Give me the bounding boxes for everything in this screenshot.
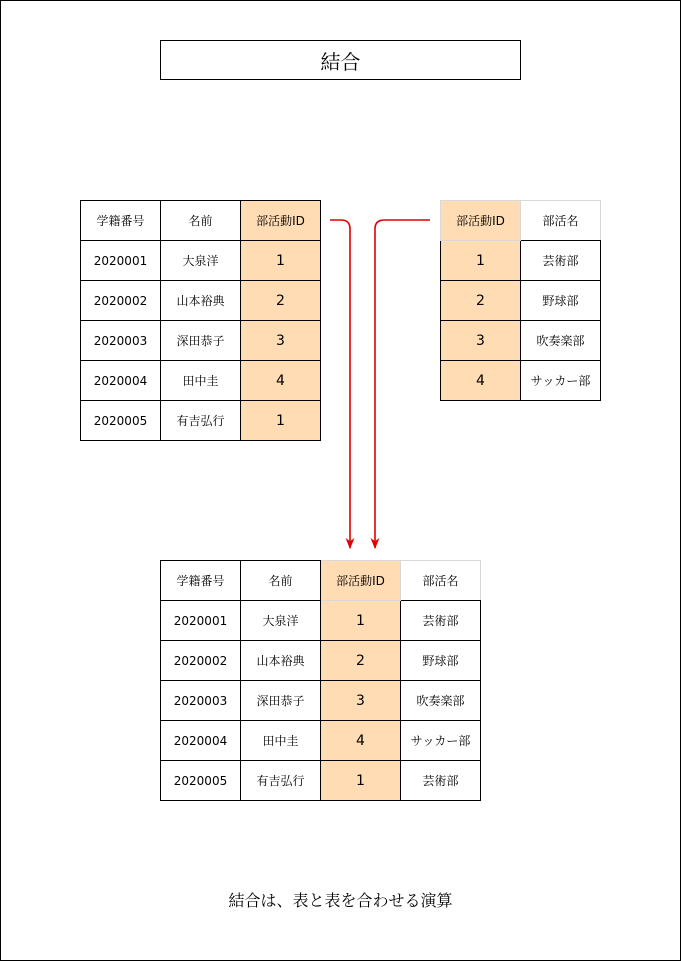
cell-student-id: 2020005 (81, 401, 161, 441)
cell-club-id: 2 (241, 281, 321, 321)
header-club-name: 部活名 (521, 201, 601, 241)
caption: 結合は、表と表を合わせる演算 (228, 891, 453, 910)
cell-club-id: 1 (321, 761, 401, 801)
cell-club-id: 4 (321, 721, 401, 761)
cell-student-id: 2020002 (81, 281, 161, 321)
cell-name: 有吉弘行 (241, 761, 321, 801)
cell-student-id: 2020004 (81, 361, 161, 401)
table-row (161, 641, 481, 681)
cell-club-id: 1 (321, 601, 401, 641)
header-club-id: 部活動ID (321, 561, 401, 601)
cell-name: 大泉洋 (161, 241, 241, 281)
cell-name: 田中圭 (241, 721, 321, 761)
cell-club-id: 1 (241, 241, 321, 281)
table-row (161, 681, 481, 721)
cell-club-id: 4 (441, 361, 521, 401)
arrow-from-students (330, 220, 350, 548)
header-student-id: 学籍番号 (161, 561, 241, 601)
cell-name: 有吉弘行 (161, 401, 241, 441)
cell-club-id: 2 (321, 641, 401, 681)
cell-club-id: 4 (241, 361, 321, 401)
cell-club-name: 芸術部 (401, 761, 481, 801)
cell-student-id: 2020001 (81, 241, 161, 281)
joined-table (160, 560, 481, 801)
header-student-id: 学籍番号 (81, 201, 161, 241)
header-club-name: 部活名 (401, 561, 481, 601)
cell-student-id: 2020002 (161, 641, 241, 681)
cell-club-name: 野球部 (401, 641, 481, 681)
header-name: 名前 (161, 201, 241, 241)
cell-club-name: 吹奏楽部 (401, 681, 481, 721)
cell-club-id: 1 (441, 241, 521, 281)
cell-student-id: 2020004 (161, 721, 241, 761)
cell-student-id: 2020005 (161, 761, 241, 801)
cell-club-name: サッカー部 (401, 721, 481, 761)
cell-club-name: 吹奏楽部 (521, 321, 601, 361)
cell-student-id: 2020003 (161, 681, 241, 721)
cell-name: 山本裕典 (161, 281, 241, 321)
table-row (161, 721, 481, 761)
header-name: 名前 (241, 561, 321, 601)
cell-club-id: 3 (241, 321, 321, 361)
cell-club-id: 3 (441, 321, 521, 361)
table-header-row (161, 561, 481, 601)
table-row (161, 761, 481, 801)
table-row (161, 601, 481, 641)
cell-student-id: 2020003 (81, 321, 161, 361)
header-club-id: 部活動ID (241, 201, 321, 241)
cell-name: 深田恭子 (161, 321, 241, 361)
cell-club-name: 芸術部 (401, 601, 481, 641)
arrow-from-clubs (375, 220, 430, 548)
cell-club-id: 3 (321, 681, 401, 721)
cell-club-id: 1 (241, 401, 321, 441)
cell-club-id: 2 (441, 281, 521, 321)
cell-name: 田中圭 (161, 361, 241, 401)
cell-student-id: 2020001 (161, 601, 241, 641)
cell-name: 山本裕典 (241, 641, 321, 681)
cell-club-name: サッカー部 (521, 361, 601, 401)
page-title-text: 結合 (320, 49, 361, 74)
cell-club-name: 芸術部 (521, 241, 601, 281)
cell-name: 深田恭子 (241, 681, 321, 721)
header-club-id: 部活動ID (441, 201, 521, 241)
cell-name: 大泉洋 (241, 601, 321, 641)
cell-club-name: 野球部 (521, 281, 601, 321)
